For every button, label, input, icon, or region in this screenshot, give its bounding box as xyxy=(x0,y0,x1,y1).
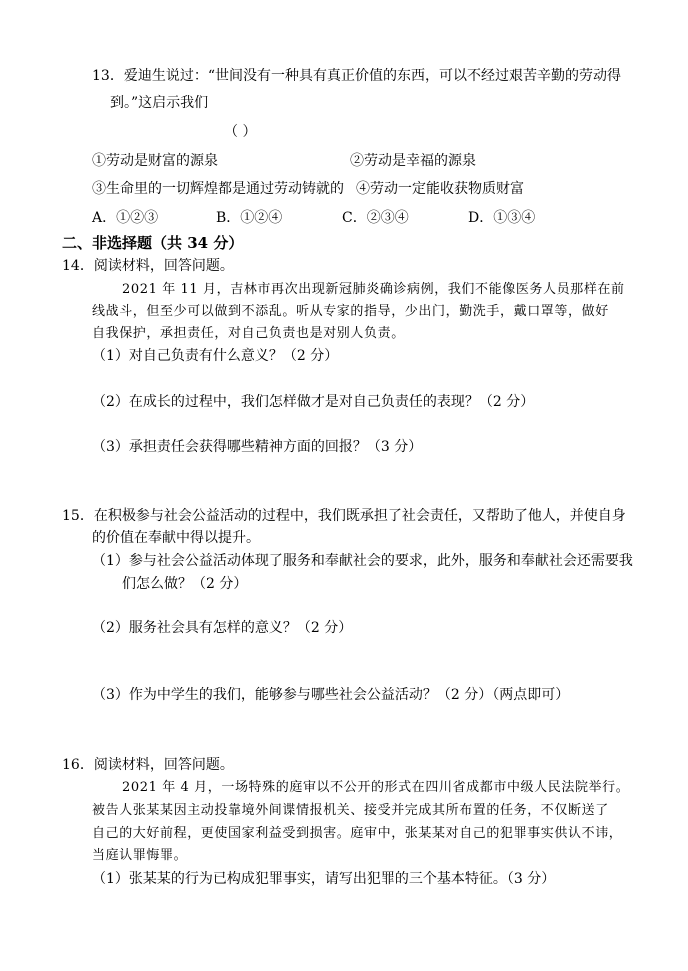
q15-question-1-line1: （1）参与社会公益活动体现了服务和奉献社会的要求，此外，服务和奉献社会还需要我 xyxy=(92,553,633,569)
q16-question-1: （1）张某某的行为已构成犯罪事实，请写出犯罪的三个基本特征。（3 分） xyxy=(92,871,556,887)
q13-statement-3: ③生命里的一切辉煌都是通过劳动铸就的 xyxy=(92,181,344,197)
q15-question-2: （2）服务社会具有怎样的意义？（2 分） xyxy=(92,620,353,636)
q16-intro: 16．阅读材料，回答问题。 xyxy=(62,757,234,773)
section-title: 二、非选择题（共 34 分） xyxy=(62,234,244,252)
q14-material-line1: 2021 年 11 月，吉林市再次出现新冠肺炎确诊病例，我们不能像医务人员那样在前 xyxy=(122,282,625,297)
q14-question-3: （3）承担责任会获得哪些精神方面的回报？（3 分） xyxy=(92,439,423,455)
q16-material-line3: 自己的大好前程，更使国家利益受到损害。庭审中，张某某对自己的犯罪事实供认不讳， xyxy=(92,826,623,841)
q14-material-line3: 自我保护，承担责任，对自己负责也是对别人负责。 xyxy=(92,326,405,341)
q13-option-c: C．②③④ xyxy=(342,210,409,226)
q13-statement-4: ④劳动一定能收获物质财富 xyxy=(356,181,524,197)
q13-statement-1: ①劳动是财富的源泉 xyxy=(92,153,218,169)
q13-stem-line1: 13．爱迪生说过：“世间没有一种具有真正价值的东西，可以不经过艰苦辛勤的劳动得 xyxy=(92,68,621,84)
q14-question-2: （2）在成长的过程中，我们怎样做才是对自己负责任的表现？（2 分） xyxy=(92,394,535,410)
q15-stem-line1: 15．在积极参与社会公益活动的过程中，我们既承担了社会责任，又帮助了他人，并使自身 xyxy=(62,508,626,524)
q13-option-b: B．①②④ xyxy=(216,210,283,226)
q13-statement-2: ②劳动是幸福的源泉 xyxy=(350,153,476,169)
q16-material-line2: 被告人张某某因主动投靠境外间谍情报机关、接受并完成其所布置的任务，不仅断送了 xyxy=(92,803,609,818)
q14-question-1: （1）对自己负责有什么意义？（2 分） xyxy=(92,348,339,364)
q13-answer-paren: （ ） xyxy=(224,124,257,140)
q16-material-line4: 当庭认罪悔罪。 xyxy=(92,848,188,863)
q13-stem-line2: 到。”这启示我们 xyxy=(110,95,209,111)
q14-intro: 14．阅读材料，回答问题。 xyxy=(62,258,234,274)
q13-option-d: D．①③④ xyxy=(468,210,536,226)
q15-question-3: （3）作为中学生的我们，能够参与哪些社会公益活动？（2 分）（两点即可） xyxy=(92,687,570,703)
q15-stem-line2: 的价值在奉献中得以提升。 xyxy=(92,530,260,546)
q16-material-line1: 2021 年 4 月，一场特殊的庭审以不公开的形式在四川省成都市中级人民法院举行。 xyxy=(122,780,630,795)
q13-option-a: A．①②③ xyxy=(92,210,159,226)
q15-question-1-line2: 们怎么做？（2 分） xyxy=(122,576,248,592)
q14-material-line2: 线战斗，但至少可以做到不添乱。听从专家的指导，少出门，勤洗手，戴口罩等，做好 xyxy=(92,304,609,319)
